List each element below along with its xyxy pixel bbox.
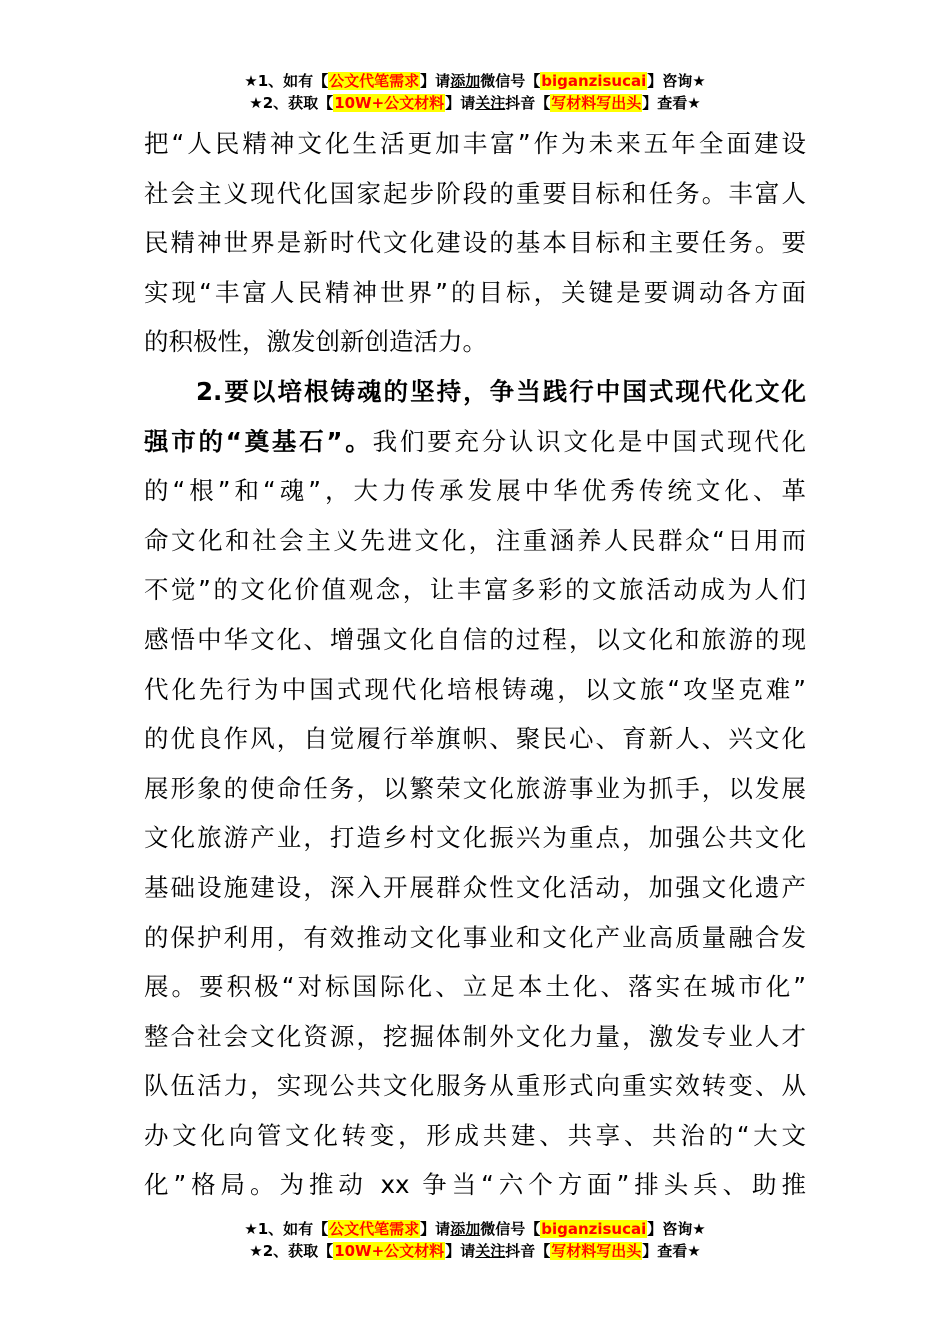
section-heading: 2.要以培根铸魂的坚持，争当践行中国式现代化文化: [196, 376, 806, 406]
body-line: 感悟中华文化、增强文化自信的过程，以文化和旅游的现: [144, 624, 806, 654]
header-banner: [0, 70, 950, 114]
highlight-materials: 10W+公文材料: [334, 1242, 445, 1260]
highlight-service: 公文代笔需求: [329, 1220, 420, 1238]
highlight-wechat-id: biganzisucai: [541, 72, 647, 90]
body-line: 代化先行为中国式现代化培根铸魂，以文旅“攻坚克难”: [144, 674, 806, 704]
body-line: 的保护利用，有效推动文化事业和文化产业高质量融合发: [144, 922, 806, 952]
body-line: 展形象的使命任务，以繁荣文化旅游事业为抓手，以发展: [144, 773, 806, 803]
body-line: 的积极性，激发创新创造活力。: [144, 327, 487, 357]
highlight-wechat-id: biganzisucai: [541, 1220, 647, 1238]
banner-line-2: ★2、获取【10W+公文材料】请关注抖音【写材料写出头】查看★: [249, 94, 701, 112]
body-line: 把“人民精神文化生活更加丰富”作为未来五年全面建设: [144, 129, 806, 158]
footer-banner: [0, 1218, 950, 1262]
banner-line-2: ★2、获取【10W+公文材料】请关注抖音【写材料写出头】查看★: [249, 1242, 701, 1260]
highlight-douyin-account: 写材料写出头: [551, 1242, 642, 1260]
highlight-materials: 10W+公文材料: [334, 94, 445, 112]
body-line: 文化旅游产业，打造乡村文化振兴为重点，加强公共文化: [144, 823, 806, 853]
body-line: 不觉”的文化价值观念，让丰富多彩的文旅活动成为人们: [144, 575, 806, 605]
body-line: 办文化向管文化转变，形成共建、共享、共治的“大文: [144, 1120, 806, 1150]
body-line: 民精神世界是新时代文化建设的基本目标和主要任务。要: [144, 228, 806, 258]
body-line: 的“根”和“魂”，大力传承发展中华优秀传统文化、革: [144, 476, 806, 506]
body-line: 社会主义现代化国家起步阶段的重要目标和任务。丰富人: [144, 178, 806, 208]
highlight-service: 公文代笔需求: [329, 72, 420, 90]
body-line: 实现“丰富人民精神世界”的目标，关键是要调动各方面: [144, 277, 806, 307]
body-line: 的优良作风，自觉履行举旗帜、聚民心、育新人、兴文化: [144, 724, 806, 754]
body-line: 命文化和社会主义先进文化，注重涵养人民群众“日用而: [144, 525, 806, 555]
document-body: [144, 119, 806, 1210]
highlight-douyin-account: 写材料写出头: [551, 94, 642, 112]
body-line: 化”格局。为推动 xx 争当“六个方面”排头兵、助推: [144, 1170, 806, 1200]
banner-line-1: ★1、如有【公文代笔需求】请添加微信号【biganzisucai】咨询★: [244, 72, 706, 90]
banner-line-1: ★1、如有【公文代笔需求】请添加微信号【biganzisucai】咨询★: [244, 1220, 706, 1238]
body-line: 展。要积极“对标国际化、立足本土化、落实在城市化”: [144, 972, 806, 1002]
body-line: 整合社会文化资源，挖掘体制外文化力量，激发专业人才: [144, 1021, 806, 1051]
body-line: 队伍活力，实现公共文化服务从重形式向重实效转变、从: [144, 1071, 806, 1101]
heading-continuation: 强市的“奠基石”。我们要充分认识文化是中国式现代化: [144, 426, 806, 456]
body-line: 基础设施建设，深入开展群众性文化活动，加强文化遗产: [144, 872, 806, 902]
section-heading-end: 强市的“奠基石”。: [144, 426, 373, 456]
